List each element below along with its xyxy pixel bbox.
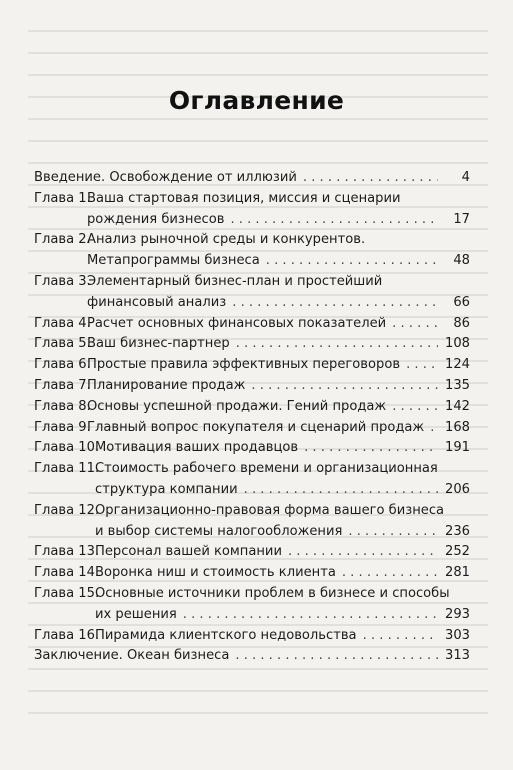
- chapter-title: Анализ рыночной среды и конкурентов.: [87, 232, 366, 248]
- page-number: 4: [461, 170, 470, 185]
- page-number: 17: [453, 211, 470, 227]
- dot-leader: [235, 646, 438, 667]
- toc-entry-line: [34, 522, 470, 543]
- page-number: 236: [445, 523, 470, 539]
- toc-entry-line: [34, 459, 470, 480]
- toc-entry: [34, 355, 470, 376]
- chapter-title: Ваш бизнес-партнер: [87, 336, 230, 352]
- chapter-title: Стоимость рабочего времени и организационная: [95, 461, 438, 477]
- toc-entry-line: [34, 272, 470, 293]
- dot-leader: [342, 563, 438, 584]
- dot-leader: [348, 522, 438, 543]
- chapter-title: их решения: [95, 606, 177, 622]
- dot-leader: [406, 355, 438, 376]
- chapter-label: Глава 10.: [34, 440, 100, 456]
- page-number: 108: [445, 336, 470, 352]
- toc-entry: [34, 646, 470, 667]
- toc-entry: [34, 189, 470, 231]
- toc-entry: [34, 584, 470, 626]
- chapter-label: Глава 7.: [34, 377, 91, 393]
- chapter-label: Глава 4.: [34, 315, 91, 331]
- toc-entry-line: [34, 480, 470, 501]
- toc-entry: [34, 376, 470, 397]
- chapter-title: Основы успешной продажи. Гений продаж: [87, 398, 387, 414]
- page-number: 124: [445, 357, 470, 373]
- toc-entry: [34, 501, 470, 543]
- toc-entry-line: [34, 293, 470, 314]
- page-number: 206: [445, 481, 470, 497]
- toc-entry-line: [34, 542, 470, 563]
- toc-entry: [34, 230, 470, 272]
- dot-leader: [303, 168, 438, 189]
- chapter-title: Основные источники проблем в бизнесе и способы: [95, 585, 450, 601]
- chapter-label: Глава 1.: [34, 190, 91, 206]
- dot-leader: [363, 626, 438, 647]
- chapter-title: Мотивация ваших продавцов: [95, 440, 299, 456]
- toc-entry-line: [34, 626, 470, 647]
- toc-entry-line: [34, 210, 470, 231]
- chapter-label: Глава 14.: [34, 565, 100, 581]
- toc-entry: [34, 459, 470, 501]
- toc-entry: [34, 626, 470, 647]
- toc-entry: [34, 272, 470, 314]
- chapter-title: Воронка ниш и стоимость клиента: [95, 565, 336, 581]
- toc-entry-line: [34, 563, 470, 584]
- chapter-title: Персонал вашей компании: [95, 544, 282, 560]
- chapter-title: Расчет основных финансовых показателей: [87, 315, 387, 331]
- toc-entry-line: [34, 168, 470, 189]
- dot-leader: [251, 376, 438, 397]
- toc-entry-line: [34, 418, 470, 439]
- dot-leader: [430, 418, 438, 439]
- dot-leader: [232, 293, 438, 314]
- toc-entry-line: [34, 189, 470, 210]
- page-number: 252: [445, 544, 470, 560]
- chapter-title: Элементарный бизнес-план и простейший: [87, 273, 383, 289]
- page-number: 168: [445, 419, 470, 435]
- page-number: 48: [453, 253, 470, 269]
- chapter-title: Введение. Освобождение от иллюзий: [34, 170, 297, 185]
- chapter-title: Главный вопрос покупателя и сценарий продаж: [87, 419, 425, 435]
- dot-leader: [236, 334, 438, 355]
- chapter-title: рождения бизнесов: [87, 211, 225, 227]
- toc-entry-line: [34, 230, 470, 251]
- page-number: 293: [445, 606, 470, 622]
- chapter-title: Организационно-правовая форма вашего бизнеса: [95, 502, 445, 518]
- dot-leader: [304, 438, 438, 459]
- toc-entry: [34, 168, 470, 189]
- toc-entry-line: [34, 584, 470, 605]
- page-number: 313: [445, 648, 470, 664]
- dot-leader: [183, 605, 438, 626]
- chapter-label: Глава 13.: [34, 544, 100, 560]
- page-number: 303: [445, 627, 470, 643]
- chapter-label: Глава 12.: [34, 502, 100, 518]
- toc-entry: [34, 418, 470, 439]
- dot-leader: [230, 210, 438, 231]
- toc-entry: [34, 563, 470, 584]
- chapter-title: структура компании: [95, 481, 238, 497]
- toc-entry-line: [34, 438, 470, 459]
- chapter-label: Глава 5.: [34, 336, 91, 352]
- chapter-title: Метапрограммы бизнеса: [87, 253, 260, 269]
- toc-entry-line: [34, 397, 470, 418]
- toc-entry-line: [34, 646, 470, 667]
- dot-leader: [392, 397, 438, 418]
- dot-leader: [244, 480, 438, 501]
- toc-entry-line: [34, 501, 470, 522]
- page-number: 281: [445, 565, 470, 581]
- chapter-title: финансовый анализ: [87, 294, 227, 310]
- toc-entry: [34, 334, 470, 355]
- chapter-label: Глава 9.: [34, 419, 91, 435]
- toc-entry-line: [34, 334, 470, 355]
- toc-entry-line: [34, 314, 470, 335]
- table-of-contents: [34, 168, 470, 667]
- chapter-label: Глава 2.: [34, 232, 91, 248]
- dot-leader: [266, 251, 438, 272]
- page-number: 66: [453, 294, 470, 310]
- chapter-label: Глава 8.: [34, 398, 91, 414]
- chapter-label: Глава 11.: [34, 461, 100, 477]
- toc-entry-line: [34, 251, 470, 272]
- chapter-label: Глава 16.: [34, 627, 100, 643]
- page-title: Оглавление: [168, 86, 345, 115]
- chapter-title: Ваша стартовая позиция, миссия и сценарии: [87, 190, 401, 206]
- dot-leader: [392, 314, 438, 335]
- page-number: 86: [453, 315, 470, 331]
- chapter-title: Простые правила эффективных переговоров: [87, 357, 401, 373]
- toc-entry: [34, 542, 470, 563]
- toc-entry: [34, 397, 470, 418]
- chapter-label: Глава 3.: [34, 273, 91, 289]
- toc-entry: [34, 438, 470, 459]
- toc-entry: [34, 314, 470, 335]
- page-number: 135: [445, 377, 470, 393]
- chapter-title: Пирамида клиентского недовольства: [95, 627, 357, 643]
- toc-entry-line: [34, 605, 470, 626]
- chapter-title: и выбор системы налогообложения: [95, 523, 343, 539]
- chapter-title: Планирование продаж: [87, 377, 246, 393]
- page-number: 191: [445, 440, 470, 456]
- chapter-label: Глава 6.: [34, 357, 91, 373]
- toc-entry-line: [34, 376, 470, 397]
- chapter-title: Заключение. Океан бизнеса: [34, 648, 230, 664]
- toc-entry-line: [34, 355, 470, 376]
- page-number: 142: [445, 398, 470, 414]
- dot-leader: [288, 542, 438, 563]
- chapter-label: Глава 15.: [34, 585, 100, 601]
